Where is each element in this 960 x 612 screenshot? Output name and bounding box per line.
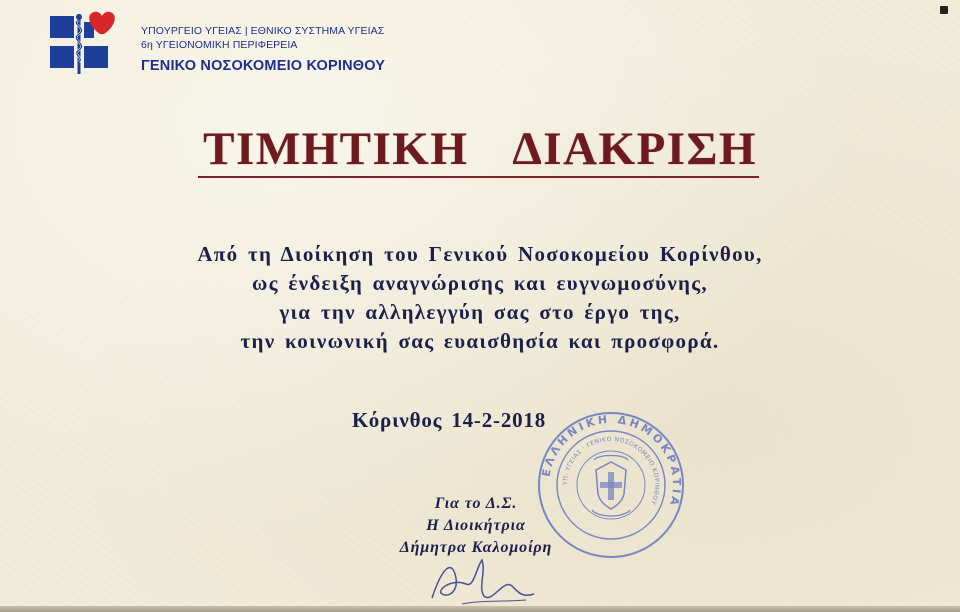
certificate-body [0,240,960,356]
body-line: Από τη Διοίκηση του Γενικού Νοσοκομείου Κορίνθου, [197,242,763,266]
title-underline [198,176,759,178]
page-bottom-edge [0,606,960,612]
health-region-line: 6η ΥΓΕΙΟΝΟΜΙΚΗ ΠΕΡΙΦΕΡΕΙΑ [141,39,298,51]
certificate-title: ΤΙΜΗΤΙΚΗ ΔΙΑΚΡΙΣΗ [203,123,757,175]
stamp-outer-text: ΕΛΛΗΝΙΚΗ ΔΗΜΟΚΡΑΤΙΑ [539,412,684,510]
body-line: ως ένδειξη αναγνώρισης και ευγνωμοσύνης, [252,271,708,295]
hospital-name: ΓΕΝΙΚΟ ΝΟΣΟΚΟΜΕΙΟ ΚΟΡΙΝΘΟΥ [141,58,386,74]
institution-header [141,24,385,77]
board-label: Για το Δ.Σ. [434,495,518,512]
body-line: για την αλληλεγγύη σας στο έργο της, [279,300,681,324]
signatory-role: Η Διοικήτρια [426,517,526,534]
signatory-name: Δήμητρα Καλομοίρη [399,539,553,556]
scan-corner-mark [940,6,948,14]
handwritten-signature-icon [422,548,542,610]
stamp-inner-text: ΥΠ. ΥΓΕΙΑΣ · ΓΕΝΙΚΟ ΝΟΣΟΚΟΜΕΙΟ ΚΟΡΙΝΘΟΥ [561,435,661,506]
place-and-date: Κόρινθος 14-2-2018 [352,408,547,432]
body-line: την κοινωνική σας ευαισθησία και προσφορά. [240,329,720,353]
hospital-cross-heart-logo-icon [48,8,122,78]
ministry-line: ΥΠΟΥΡΓΕΙΟ ΥΓΕΙΑΣ | ΕΘΝΙΚΟ ΣΥΣΤΗΜΑ ΥΓΕΙΑΣ [141,25,385,37]
